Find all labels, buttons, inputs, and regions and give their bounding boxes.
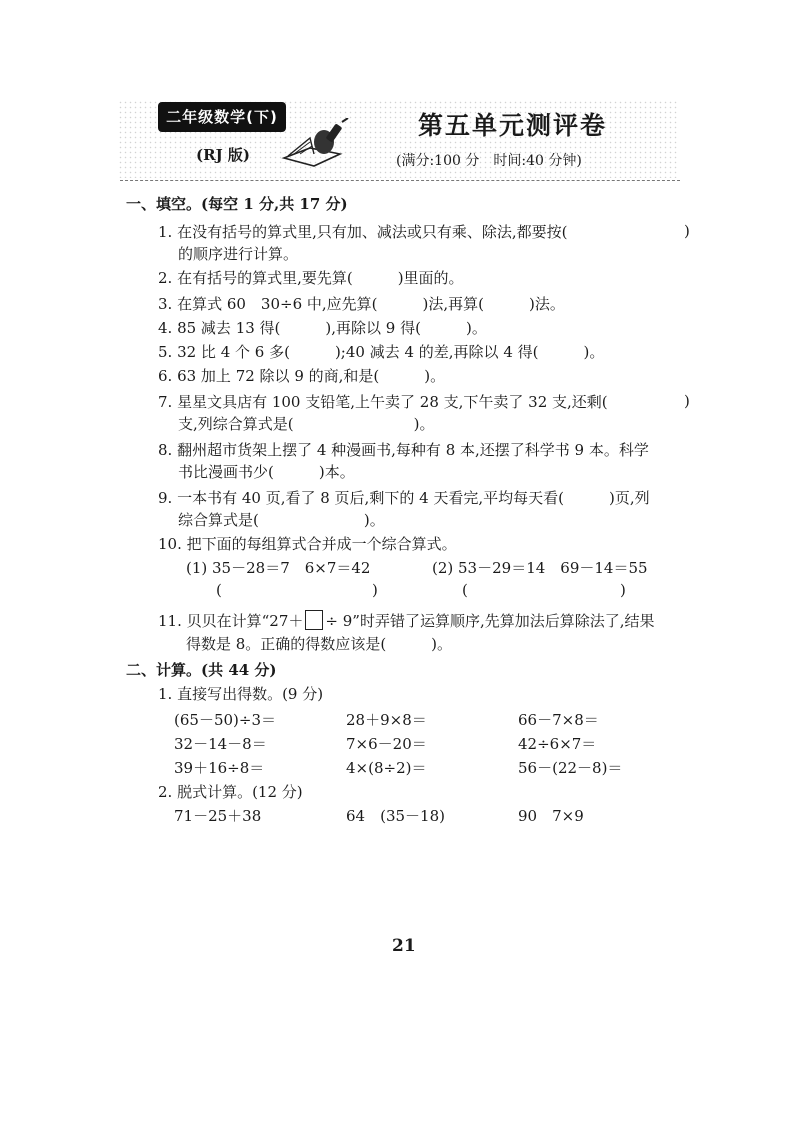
question-7-line-2: 支,列综合算式是( )。 bbox=[178, 415, 435, 433]
question-1-line-2: 的顺序进行计算。 bbox=[178, 245, 299, 263]
section1-heading: 一、填空。(每空 1 分,共 17 分) bbox=[126, 195, 348, 213]
question-8-line-2: 书比漫画书少( )本。 bbox=[178, 463, 355, 481]
question-10-part-1: (1) 35－28＝7 6×7＝42 bbox=[186, 559, 371, 577]
question-5: 5. 32 比 4 个 6 多( );40 减去 4 的差,再除以 4 得( )。 bbox=[158, 343, 605, 361]
direct-calc-heading: 1. 直接写出得数。(9 分) bbox=[158, 685, 324, 703]
question-8-line-1: 8. 翻州超市货架上摆了 4 种漫画书,每种有 8 本,还摆了科学书 9 本。科学 bbox=[158, 441, 649, 459]
question-6: 6. 63 加上 72 除以 9 的商,和是( )。 bbox=[158, 367, 446, 385]
question-1-line-1: 1. 在没有括号的算式里,只有加、减法或只有乘、除法,都要按( bbox=[158, 223, 568, 241]
question-4: 4. 85 减去 13 得( ),再除以 9 得( )。 bbox=[158, 319, 487, 337]
question-11-line-2: 得数是 8。正确的得数应该是( )。 bbox=[186, 635, 453, 653]
header-divider bbox=[120, 180, 680, 181]
question-11-line-1 bbox=[158, 610, 654, 631]
question-10-part-2: (2) 53－29＝14 69－14＝55 bbox=[432, 559, 648, 577]
grade-badge: 二年级数学(下) bbox=[158, 102, 286, 132]
direct-calc-item: 66－7×8＝ bbox=[518, 711, 599, 729]
direct-calc-item: 39＋16÷8＝ bbox=[174, 759, 265, 777]
direct-calc-item: 4×(8÷2)＝ bbox=[346, 759, 427, 777]
question-10-blank-1-open: ( bbox=[216, 581, 222, 599]
question-3: 3. 在算式 60 30÷6 中,应先算( )法,再算( )法。 bbox=[158, 295, 565, 313]
direct-calc-item: 7×6－20＝ bbox=[346, 735, 427, 753]
question-2: 2. 在有括号的算式里,要先算( )里面的。 bbox=[158, 269, 464, 287]
stepwise-calc-heading: 2. 脱式计算。(12 分) bbox=[158, 783, 303, 801]
question-10: 10. 把下面的每组算式合并成一个综合算式。 bbox=[158, 535, 457, 553]
direct-calc-item: 32－14－8＝ bbox=[174, 735, 267, 753]
section2-heading: 二、计算。(共 44 分) bbox=[126, 661, 277, 679]
question-11-suffix: ÷ 9”时弄错了运算顺序,先算加法后算除法了,结果 bbox=[325, 612, 655, 630]
page-number: 21 bbox=[392, 936, 416, 956]
stepwise-calc-item: 90 7×9 bbox=[518, 807, 584, 825]
question-7-line-1: 7. 星星文具店有 100 支铅笔,上午卖了 28 支,下午卖了 32 支,还剩( bbox=[158, 393, 608, 411]
question-10-blank-2-open: ( bbox=[462, 581, 468, 599]
question-10-blank-2-close: ) bbox=[620, 581, 626, 599]
question-1-close-paren: ) bbox=[684, 222, 690, 240]
score-time-note: (满分:100 分 时间:40 分钟) bbox=[396, 153, 582, 169]
direct-calc-item: 42÷6×7＝ bbox=[518, 735, 597, 753]
direct-calc-item: (65－50)÷3＝ bbox=[174, 711, 276, 729]
stepwise-calc-item: 71－25＋38 bbox=[174, 807, 262, 825]
question-7-close-paren: ) bbox=[684, 392, 690, 410]
question-11-box-blank bbox=[305, 610, 323, 630]
edition-label: (RJ 版) bbox=[196, 146, 250, 164]
page-title: 第五单元测评卷 bbox=[418, 111, 608, 140]
question-10-blank-1-close: ) bbox=[372, 581, 378, 599]
question-9-line-1: 9. 一本书有 40 页,看了 8 页后,剩下的 4 天看完,平均每天看( )页,列 bbox=[158, 489, 650, 507]
direct-calc-item: 56－(22－8)＝ bbox=[518, 759, 623, 777]
stepwise-calc-item: 64 (35－18) bbox=[346, 807, 445, 825]
question-9-line-2: 综合算式是( )。 bbox=[178, 511, 385, 529]
question-11-prefix: 11. 贝贝在计算“27＋ bbox=[158, 612, 304, 630]
direct-calc-item: 28＋9×8＝ bbox=[346, 711, 427, 729]
book-ink-bottle-icon bbox=[280, 118, 352, 170]
